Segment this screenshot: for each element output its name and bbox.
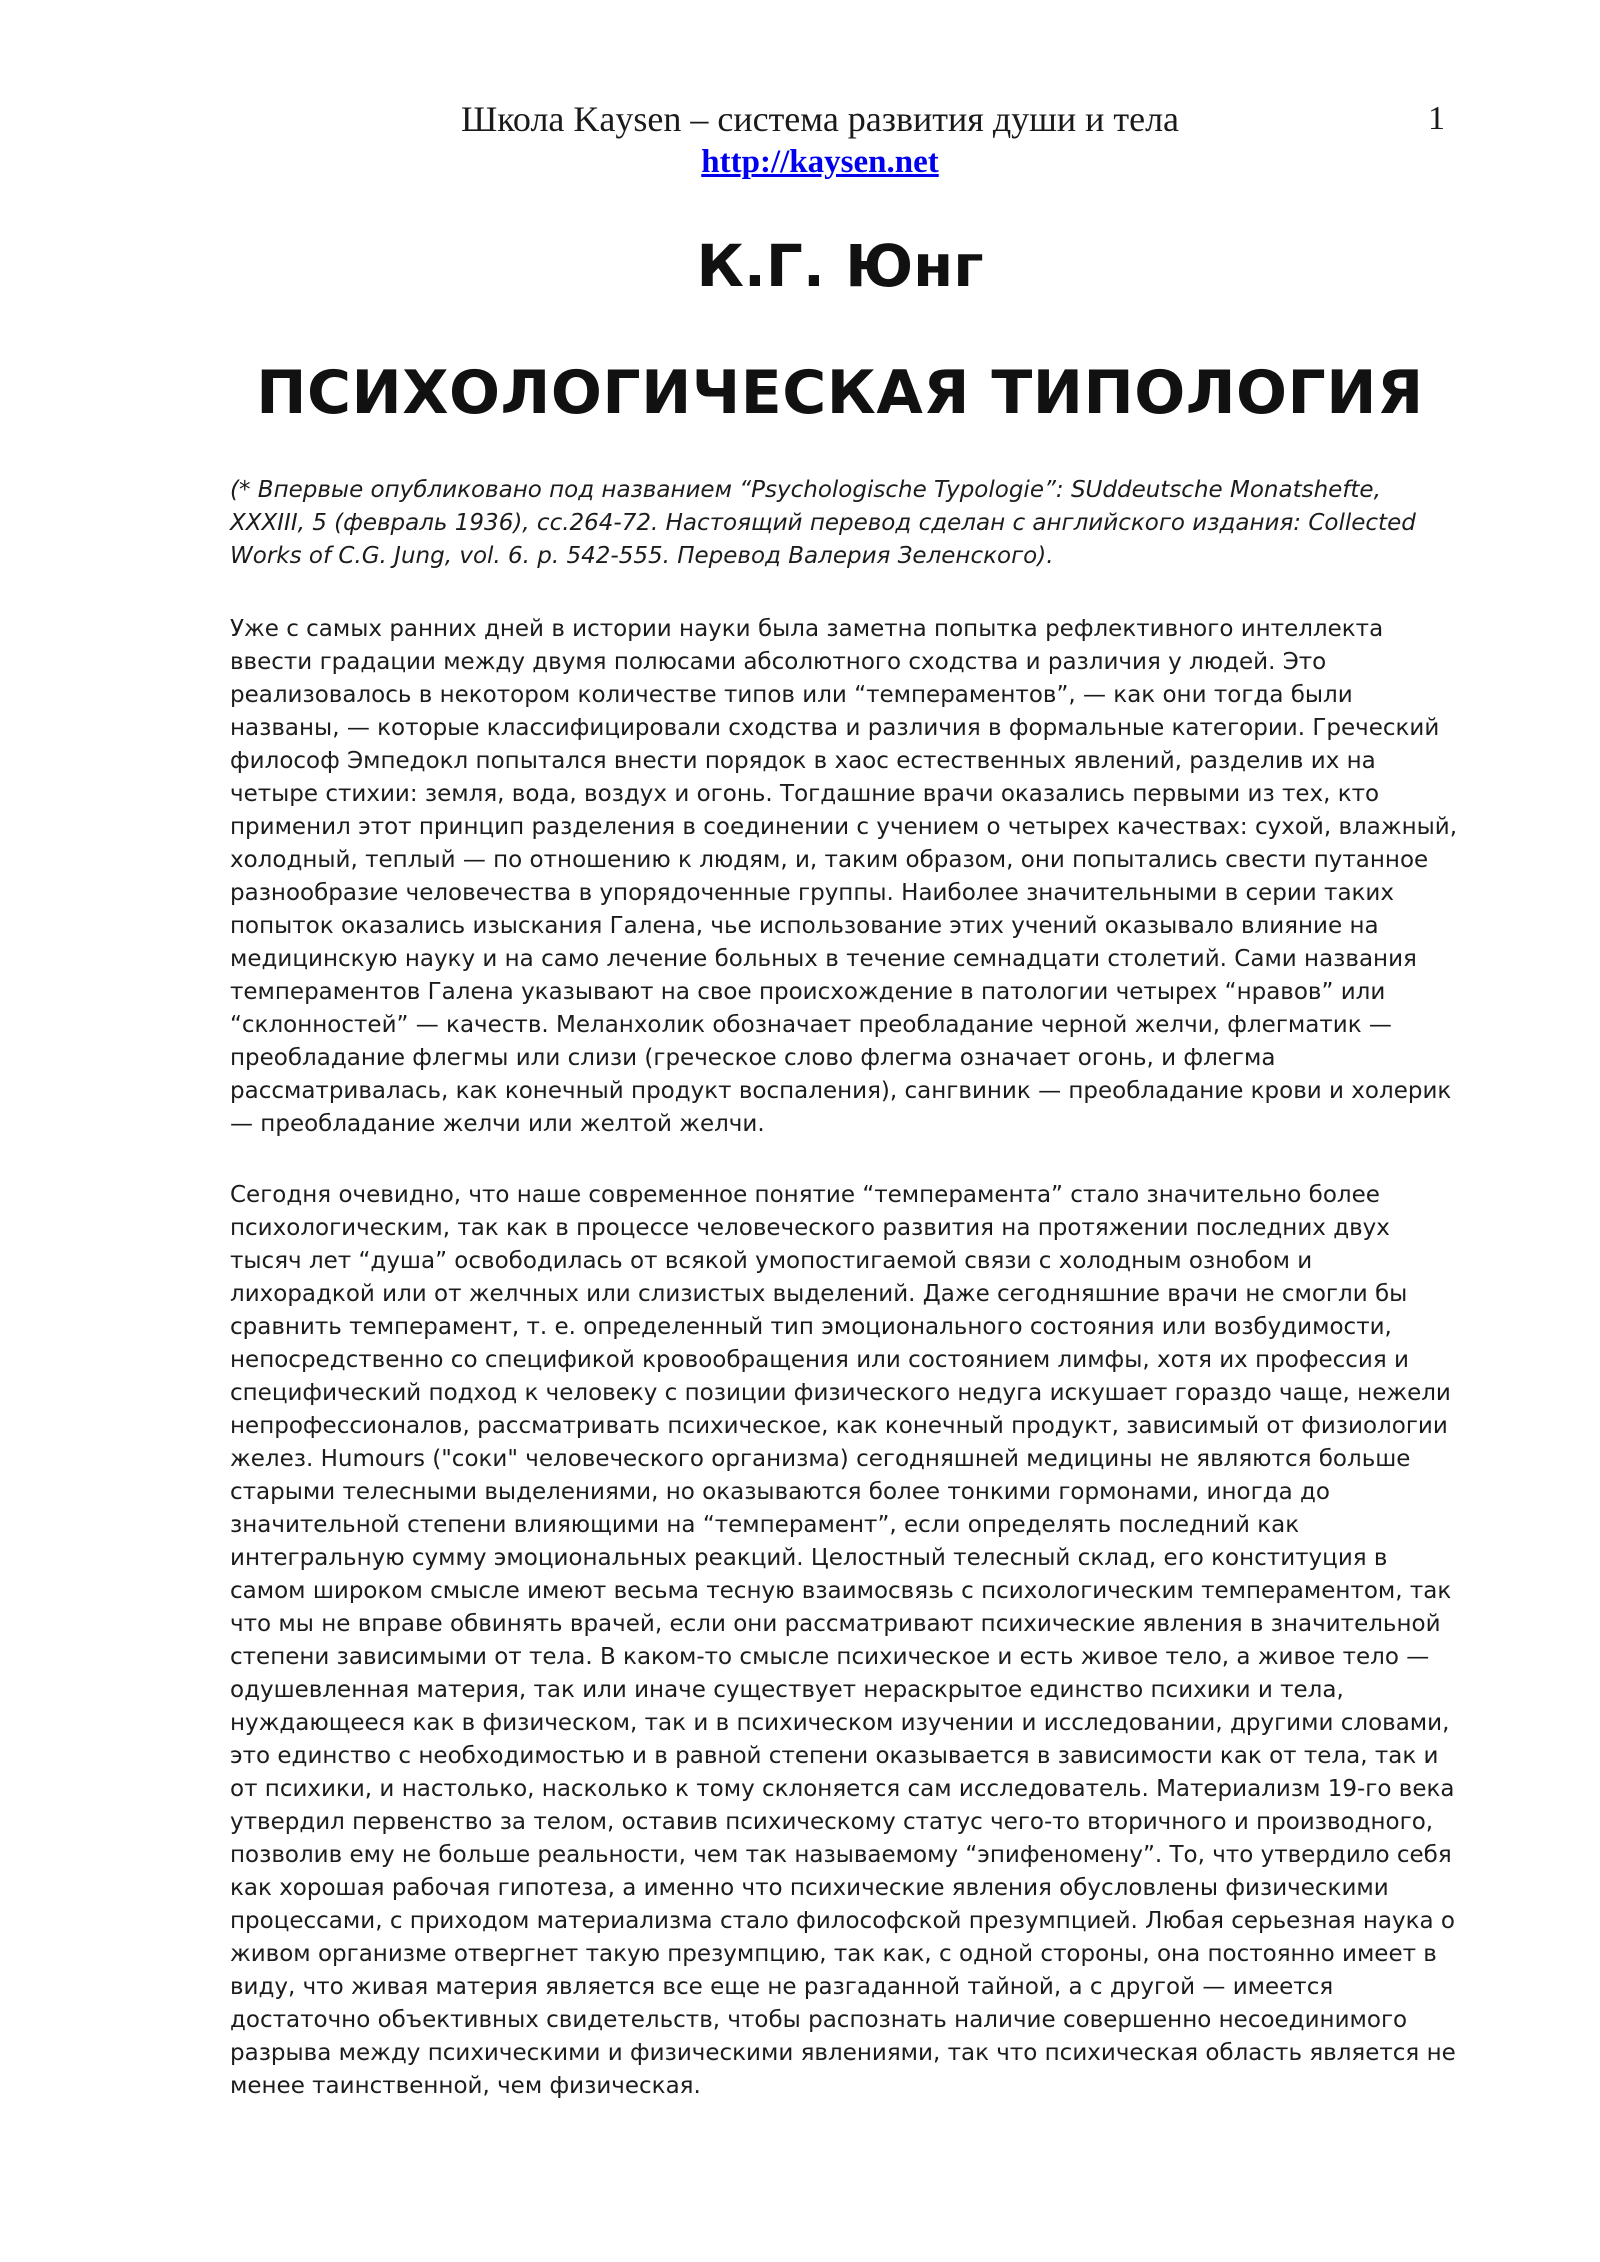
page-header: [0, 96, 1600, 182]
body-paragraph: Уже с самых ранних дней в истории науки была заметна попытка рефлективного интеллекта ввести градации между двумя полюсами абсолютного сходства и различия у людей. Это реализовалось в некотором количестве типов или “темпераментов”, — как они тогда были названы, — которые классифицировали сходства и различия в формальные категории. Греческий философ Эмпедокл попытался внести порядок в хаос естественных явлений, разделив их на четыре стихии: земля, вода, воздух и огонь. Тогдашние врачи оказались первыми из тех, кто применил этот принцип разделения в соединении с учением о четырех качествах: сухой, влажный, холодный, теплый — по отношению к людям, и, таким образом, они попытались свести путанное разнообразие человечества в упорядоченные группы. Наиболее значительными в серии таких попыток оказались изыскания Галена, чье использование этих учений оказывало влияние на медицинскую науку и на само лечение больных в течение семнадцати столетий. Сами названия темпераментов Галена указывают на свое происхождение в патологии четырех “нравов” или “склонностей” — качеств. Меланхолик обозначает преобладание черной желчи, флегматик — преобладание флегмы или слизи (греческое слово флегма означает огонь, и флегма рассматривалась, как конечный продукт воспаления), сангвиник — преобладание крови и холерик — преобладание желчи или желтой желчи.: [230, 616, 1458, 1137]
header-link[interactable]: http://kaysen.net: [701, 144, 939, 180]
page-number: 1: [1428, 100, 1445, 137]
document-body: [230, 474, 1462, 2141]
document-title: ПСИХОЛОГИЧЕСКАЯ ТИПОЛОГИЯ: [256, 358, 1424, 428]
publication-note: (* Впервые опубликовано под названием “Psychologische Typologie”: SUddeutsche Monatshefte, XXXIII, 5 (февраль 1936), сс.264-72. Настоящий перевод сделан с английского издания: Collected Works of C.G. Jung, vol. 6. p. 542-555. Перевод Валерия Зеленского).: [230, 477, 1416, 569]
author-name: К.Г. Юнг: [696, 232, 984, 300]
header-title: Школа Kaysen – система развития души и тела: [460, 99, 1180, 139]
body-paragraph: Сегодня очевидно, что наше современное понятие “темперамента” стало значительно более психологическим, так как в процессе человеческого развития на протяжении последних двух тысяч лет “душа” освободилась от всякой умопостигаемой связи с холодным ознобом и лихорадкой или от желчных или слизистых выделений. Даже сегодняшние врачи не смогли бы сравнить темперамент, т. е. определенный тип эмоционального состояния или возбудимости, непосредственно со спецификой кровообращения или состоянием лимфы, хотя их профессия и специфический подход к человеку с позиции физического недуга искушает гораздо чаще, нежели непрофессионалов, рассматривать психическое, как конечный продукт, зависимый от физиологии желез. Humours ("соки" человеческого организма) сегодняшней медицины не являются больше старыми телесными выделениями, но оказываются более тонкими гормонами, иногда до значительной степени влияющими на “темперамент”, если определять последний как интегральную сумму эмоциональных реакций. Целостный телесный склад, его конституция в самом широком смысле имеют весьма тесную взаимосвязь с психологическим темпераментом, так что мы не вправе обвинять врачей, если они рассматривают психические явления в значительной степени зависимыми от тела. В каком-то смысле психическое и есть живое тело, а живое тело — одушевленная материя, так или иначе существует нераскрытое единство психики и тела, нуждающееся как в физическом, так и в психическом изучении и исследовании, другими словами, это единство с необходимостью и в равной степени оказывается в зависимости как от тела, так и от психики, и настолько, насколько к тому склоняется сам исследователь. Материализм 19-го века утвердил первенство за телом, оставив психическому статус чего-то вторичного и производного, позволив ему не больше реальности, чем так называемому “эпифеномену”. То, что утвердило себя как хорошая рабочая гипотеза, а именно что психические явления обусловлены физическими процессами, с приходом материализма стало философской презумпцией. Любая серьезная наука о живом организме отвергнет такую презумпцию, так как, с одной стороны, она постоянно имеет в виду, что живая материя является все еще не разгаданной тайной, а с другой — имеется достаточно объективных свидетельств, чтобы распознать наличие совершенно несоединимого разрыва между психическими и физическими явлениями, так что психическая область является не менее таинственной, чем физическая.: [230, 1182, 1456, 2099]
